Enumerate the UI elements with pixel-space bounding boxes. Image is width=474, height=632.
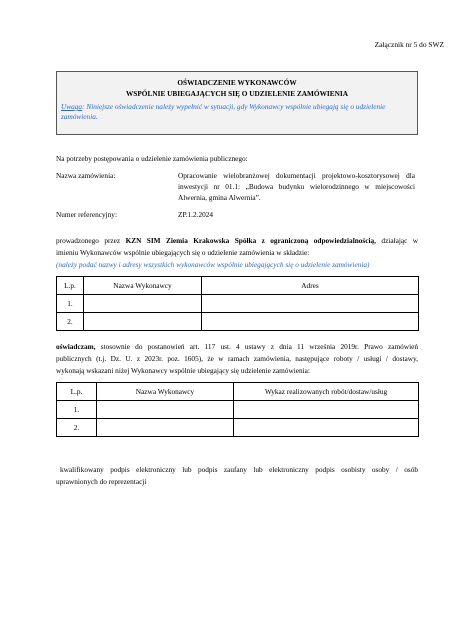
col-header-works: Wykaz realizowanych robót/dostaw/usług <box>234 383 419 401</box>
order-name-line-1: Opracowanie wielobranżowej dokumentacji projektowo-kosztorysowej dla <box>178 171 415 180</box>
declare-line-3: wykonają wskazani niżej Wykonawcy wspólnie ubiegający się udzielenie zamówienia: <box>56 366 310 375</box>
ref-value: ZP.1.2.2024 <box>178 210 214 219</box>
contractor-name-cell[interactable] <box>84 313 202 331</box>
table-header-row <box>57 383 419 401</box>
row-number: 1. <box>57 401 97 419</box>
intro-text: Na potrzeby postępowania o udzielenie zamówienia publicznego: <box>56 154 248 163</box>
contractor-name-cell[interactable] <box>97 419 234 437</box>
header-box <box>56 71 418 135</box>
col-header-name: Nazwa Wykonawcy <box>84 277 202 295</box>
contractor-name-cell[interactable] <box>97 401 234 419</box>
annex-label: Załącznik nr 5 do SWZ <box>374 40 444 49</box>
row-number: 2. <box>57 419 97 437</box>
declare-line-1-text: stosownie do postanowień art. 117 ust. 4 ustawy z dnia 11 września 2019r. Prawo zamówień <box>95 342 418 351</box>
ref-label: Numer referencyjny: <box>56 210 117 219</box>
table-row <box>57 419 419 437</box>
row-number: 2. <box>57 313 84 331</box>
works-list-cell[interactable] <box>234 401 419 419</box>
declare-bold: oświadczam, <box>56 342 96 351</box>
table-row <box>57 313 419 331</box>
declare-line-2: publicznych (t.j. Dz. U. z 2023r. poz. 1605), że w ramach zamówienia, następujące roboty / usługi / dostawy, <box>56 354 418 363</box>
title-line-1: OŚWIADCZENIE WYKONAWCÓW <box>177 78 297 87</box>
table-header-row <box>57 277 419 295</box>
table-row <box>57 401 419 419</box>
title-line-2: WSPÓLNIE UBIEGAJĄCYCH SIĘ O UDZIELENIE ZAMÓWIENIA <box>126 88 348 98</box>
note-text: : Niniejsze oświadczenie należy wypełnić w sytuacji, gdy Wykonawcy wspólnie ubiegają się o udzielenie zamówienia. <box>61 102 386 121</box>
signature-line-1: kwalifikowany podpis elektroniczny lub podpis zaufany lub elektroniczny podpis osobisty osoby / osób <box>60 465 418 474</box>
conducted-prefix: prowadzonego przez <box>56 236 126 245</box>
col-header-lp: L.p. <box>57 383 97 401</box>
conducted-line-2: imieniu Wykonawców wspólnie ubiegających się o udzielenie zamówienia w składzie: <box>56 248 310 257</box>
conducted-org: KZN SIM Ziemia Krakowska Spółka z ograniczoną odpowiedzialnością, <box>125 236 377 245</box>
order-name-line-3: Alwernia, gmina Alwernia”. <box>178 193 261 202</box>
row-number: 1. <box>57 295 84 313</box>
col-header-address: Adres <box>202 277 419 295</box>
table-row <box>57 295 419 313</box>
conducted-line-1 <box>56 236 418 246</box>
signature-line-2: uprawnionych do reprezentacji <box>56 477 147 486</box>
col-header-lp: L.p. <box>57 277 84 295</box>
note-label: Uwaga <box>61 102 83 111</box>
conducted-hint: (należy podać nazwy i adresy wszystkich wykonawców wspólnie ubiegających się o udzielenie zamówienia) <box>56 260 370 269</box>
works-table <box>56 382 419 437</box>
header-note <box>61 102 413 122</box>
contractor-name-cell[interactable] <box>84 295 202 313</box>
contractor-address-cell[interactable] <box>202 295 419 313</box>
order-name-label: Nazwa zamówienia: <box>56 171 116 180</box>
col-header-name: Nazwa Wykonawcy <box>97 383 234 401</box>
contractors-table <box>56 276 419 331</box>
contractor-address-cell[interactable] <box>202 313 419 331</box>
conducted-suffix: działając w <box>376 236 419 245</box>
order-name-line-2: inwestycji nr 01.1: „Budowa budynku wielorodzinnego w miejscowości <box>178 182 415 191</box>
declare-line-1 <box>56 342 418 352</box>
works-list-cell[interactable] <box>234 419 419 437</box>
